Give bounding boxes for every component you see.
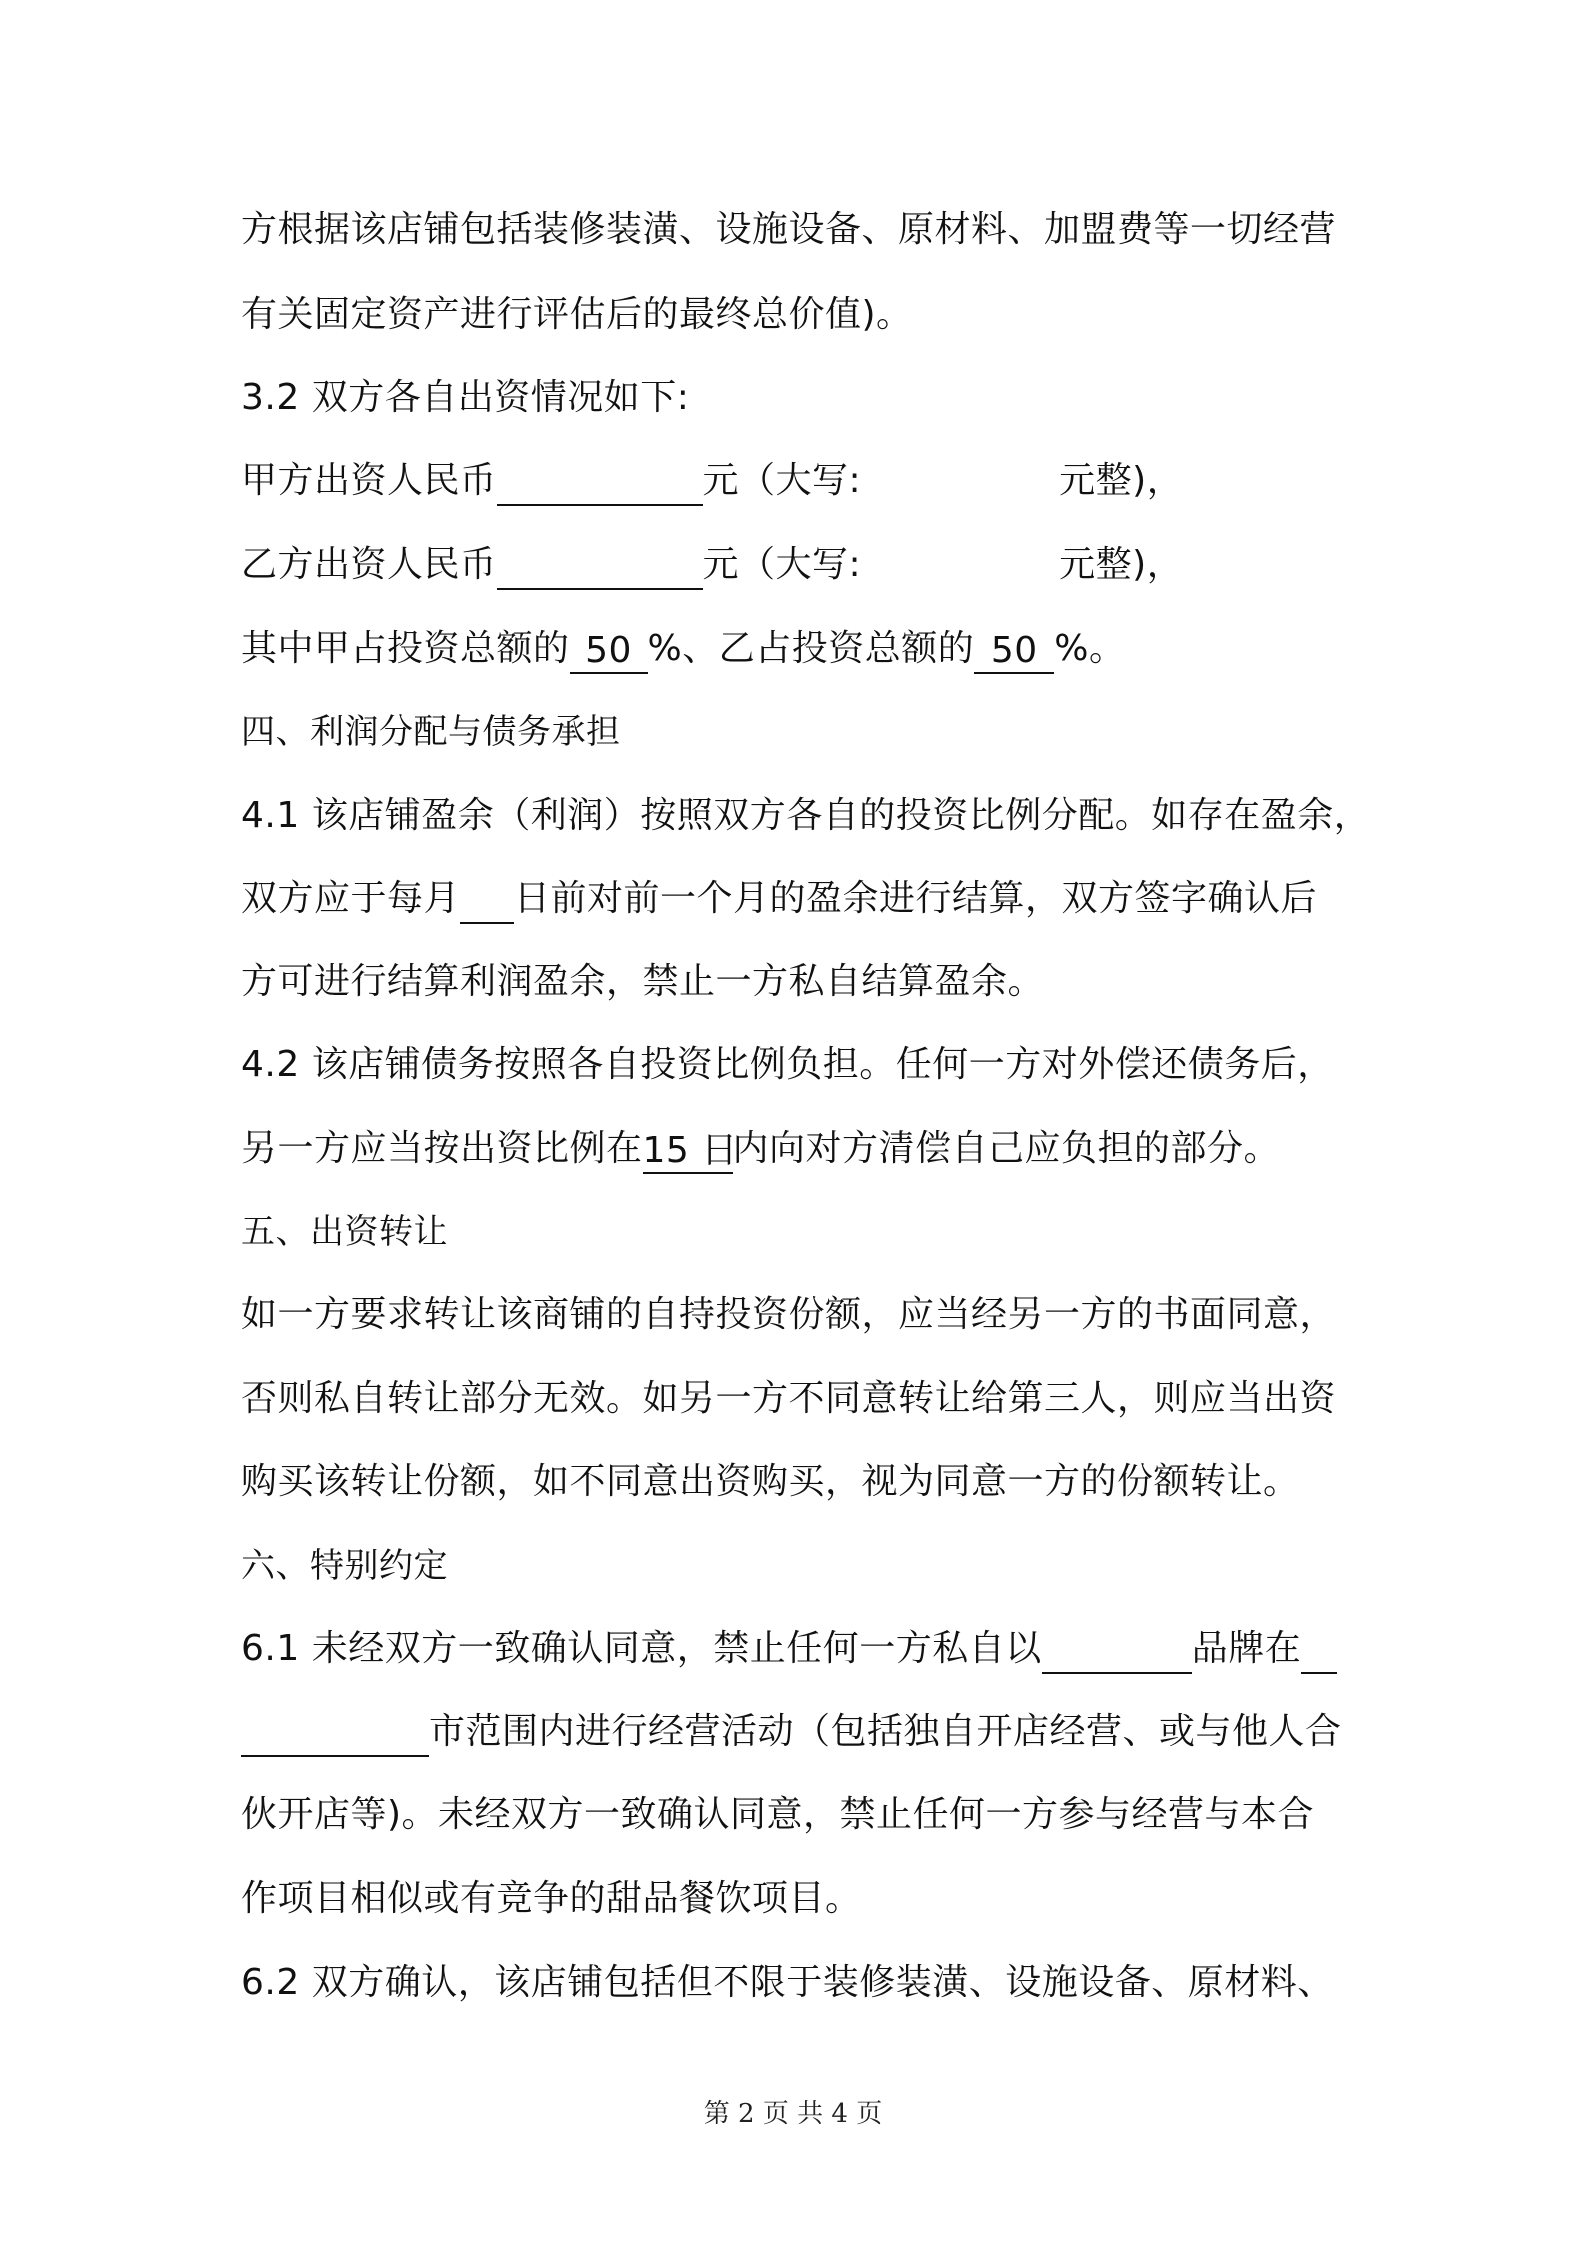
share-ratio-line <box>241 624 1125 674</box>
section-heading-4: 四、利润分配与债务承担 <box>241 712 621 752</box>
repay-text-c: 内向对方清偿自己应负担的部分。 <box>732 1128 1281 1169</box>
party-a-amount-blank[interactable] <box>497 464 703 506</box>
settlement-text-b: 日前对前一个月的盈余进行结算，双方签字确认后 <box>514 878 1318 919</box>
repay-text-a: 另一方应当按出资比例在 <box>241 1128 643 1169</box>
city-range-line <box>241 1707 1342 1757</box>
party-a-share-field[interactable]: 50 <box>570 626 648 674</box>
settlement-day-line <box>241 874 1317 924</box>
paragraph-line: 方可进行结算利润盈余，禁止一方私自结算盈余。 <box>241 961 1045 1002</box>
party-b-amount-blank[interactable] <box>497 548 703 590</box>
yuan-label: 元（大写: <box>702 460 862 501</box>
party-a-label: 甲方出资人民币 <box>241 460 497 501</box>
city-range-text: 市范围内进行经营活动（包括独自开店经营、或与他人合 <box>429 1711 1342 1752</box>
settlement-text-a: 双方应于每月 <box>241 878 461 919</box>
paragraph-line: 方根据该店铺包括装修装潢、设施设备、原材料、加盟费等一切经营 <box>241 209 1337 250</box>
yuan-whole-label: 元整)， <box>1059 460 1184 501</box>
clause-3-2: 3.2 双方各自出资情况如下: <box>241 377 690 418</box>
share-ratio-text-a: 其中甲占投资总额的 <box>241 628 570 669</box>
party-b-investment-line <box>241 540 1183 590</box>
clause-6-2: 6.2 双方确认，该店铺包括但不限于装修装潢、设施设备、原材料、 <box>241 1962 1334 2003</box>
city-name-blank-start[interactable] <box>1301 1632 1337 1674</box>
yuan-label: 元（大写: <box>702 544 862 585</box>
clause-4-2: 4.2 该店铺债务按照各自投资比例负担。任何一方对外偿还债务后， <box>241 1044 1334 1085</box>
party-b-share-field[interactable]: 50 <box>974 626 1054 674</box>
paragraph-line: 否则私自转让部分无效。如另一方不同意转让给第三人，则应当出资 <box>241 1378 1337 1419</box>
section-heading-5: 五、出资转让 <box>241 1212 448 1252</box>
paragraph-line: 购买该转让份额，如不同意出资购买，视为同意一方的份额转让。 <box>241 1461 1300 1502</box>
clause-6-1 <box>241 1624 1337 1674</box>
brand-name-blank[interactable] <box>1042 1632 1192 1674</box>
repay-period-line <box>241 1124 1280 1174</box>
clause-6-1-text-a: 6.1 未经双方一致确认同意，禁止任何一方私自以 <box>241 1628 1042 1669</box>
section-heading-6: 六、特别约定 <box>241 1546 448 1586</box>
paragraph-line: 作项目相似或有竞争的甜品餐饮项目。 <box>241 1878 862 1919</box>
paragraph-line: 有关固定资产进行评估后的最终总价值)。 <box>241 294 913 335</box>
paragraph-line: 伙开店等)。未经双方一致确认同意，禁止任何一方参与经营与本合 <box>241 1794 1315 1835</box>
settlement-day-blank[interactable] <box>460 882 514 924</box>
page-number-footer: 第 2 页 共 4 页 <box>703 2099 883 2129</box>
clause-4-1: 4.1 该店铺盈余（利润）按照双方各自的投资比例分配。如存在盈余， <box>241 795 1371 836</box>
repay-days-field[interactable]: 15 日 <box>643 1126 733 1174</box>
share-ratio-text-b: %、乙占投资总额的 <box>647 628 975 669</box>
paragraph-line: 如一方要求转让该商铺的自持投资份额，应当经另一方的书面同意， <box>241 1294 1337 1335</box>
city-name-blank[interactable] <box>241 1715 429 1757</box>
clause-6-1-text-b: 品牌在 <box>1191 1628 1302 1669</box>
party-a-investment-line <box>241 456 1183 506</box>
yuan-whole-label: 元整)， <box>1059 544 1184 585</box>
share-ratio-text-c: %。 <box>1054 628 1126 669</box>
party-b-label: 乙方出资人民币 <box>241 544 497 585</box>
